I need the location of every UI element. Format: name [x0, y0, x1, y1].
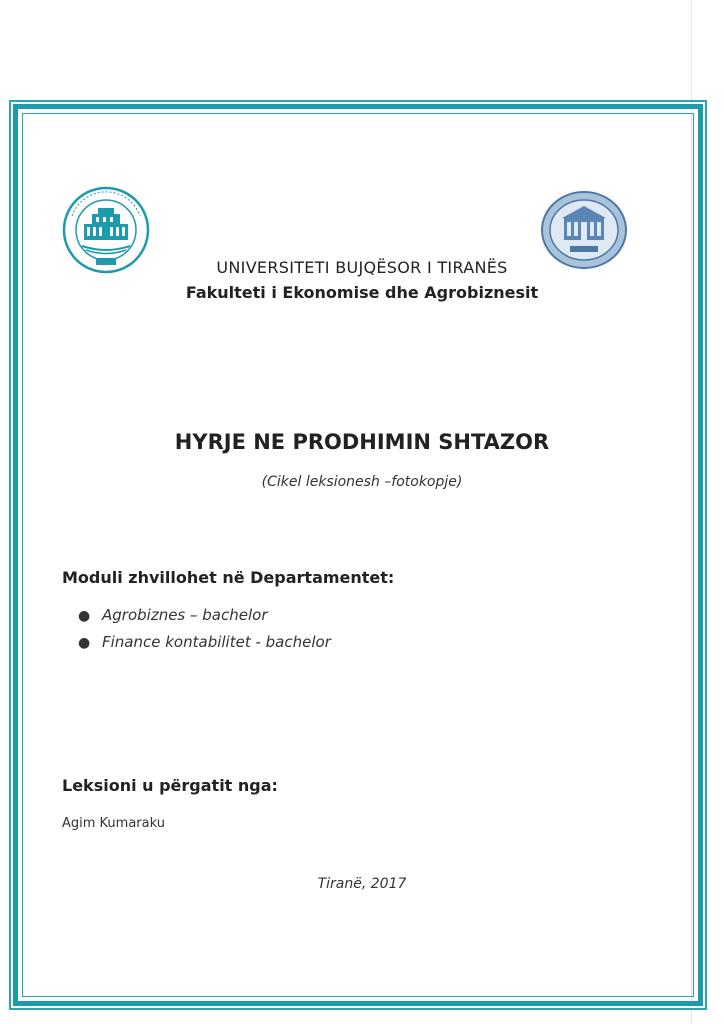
prepared-by-heading: Leksioni u përgatit nga:: [62, 776, 278, 795]
author-name: Agim Kumaraku: [62, 816, 165, 831]
place-date: Tiranë, 2017: [317, 876, 407, 892]
university-name: UNIVERSITETI BUJQËSOR I TIRANËS: [216, 258, 508, 277]
bullet-icon: ●: [78, 635, 91, 651]
document-subtitle: (Cikel leksionesh –fotokopje): [261, 474, 463, 490]
bullet-icon: ●: [78, 608, 91, 624]
department-label: Agrobiznes – bachelor: [102, 606, 268, 624]
department-list: [78, 604, 331, 658]
list-item: [78, 604, 331, 631]
faculty-name: Fakulteti i Ekonomise dhe Agrobiznesit: [185, 283, 539, 302]
list-item: [78, 631, 331, 658]
document-title: HYRJE NE PRODHIMIN SHTAZOR: [174, 430, 550, 454]
department-label: Finance kontabilitet - bachelor: [102, 633, 331, 651]
module-heading: Moduli zhvillohet në Departamentet:: [62, 568, 395, 587]
